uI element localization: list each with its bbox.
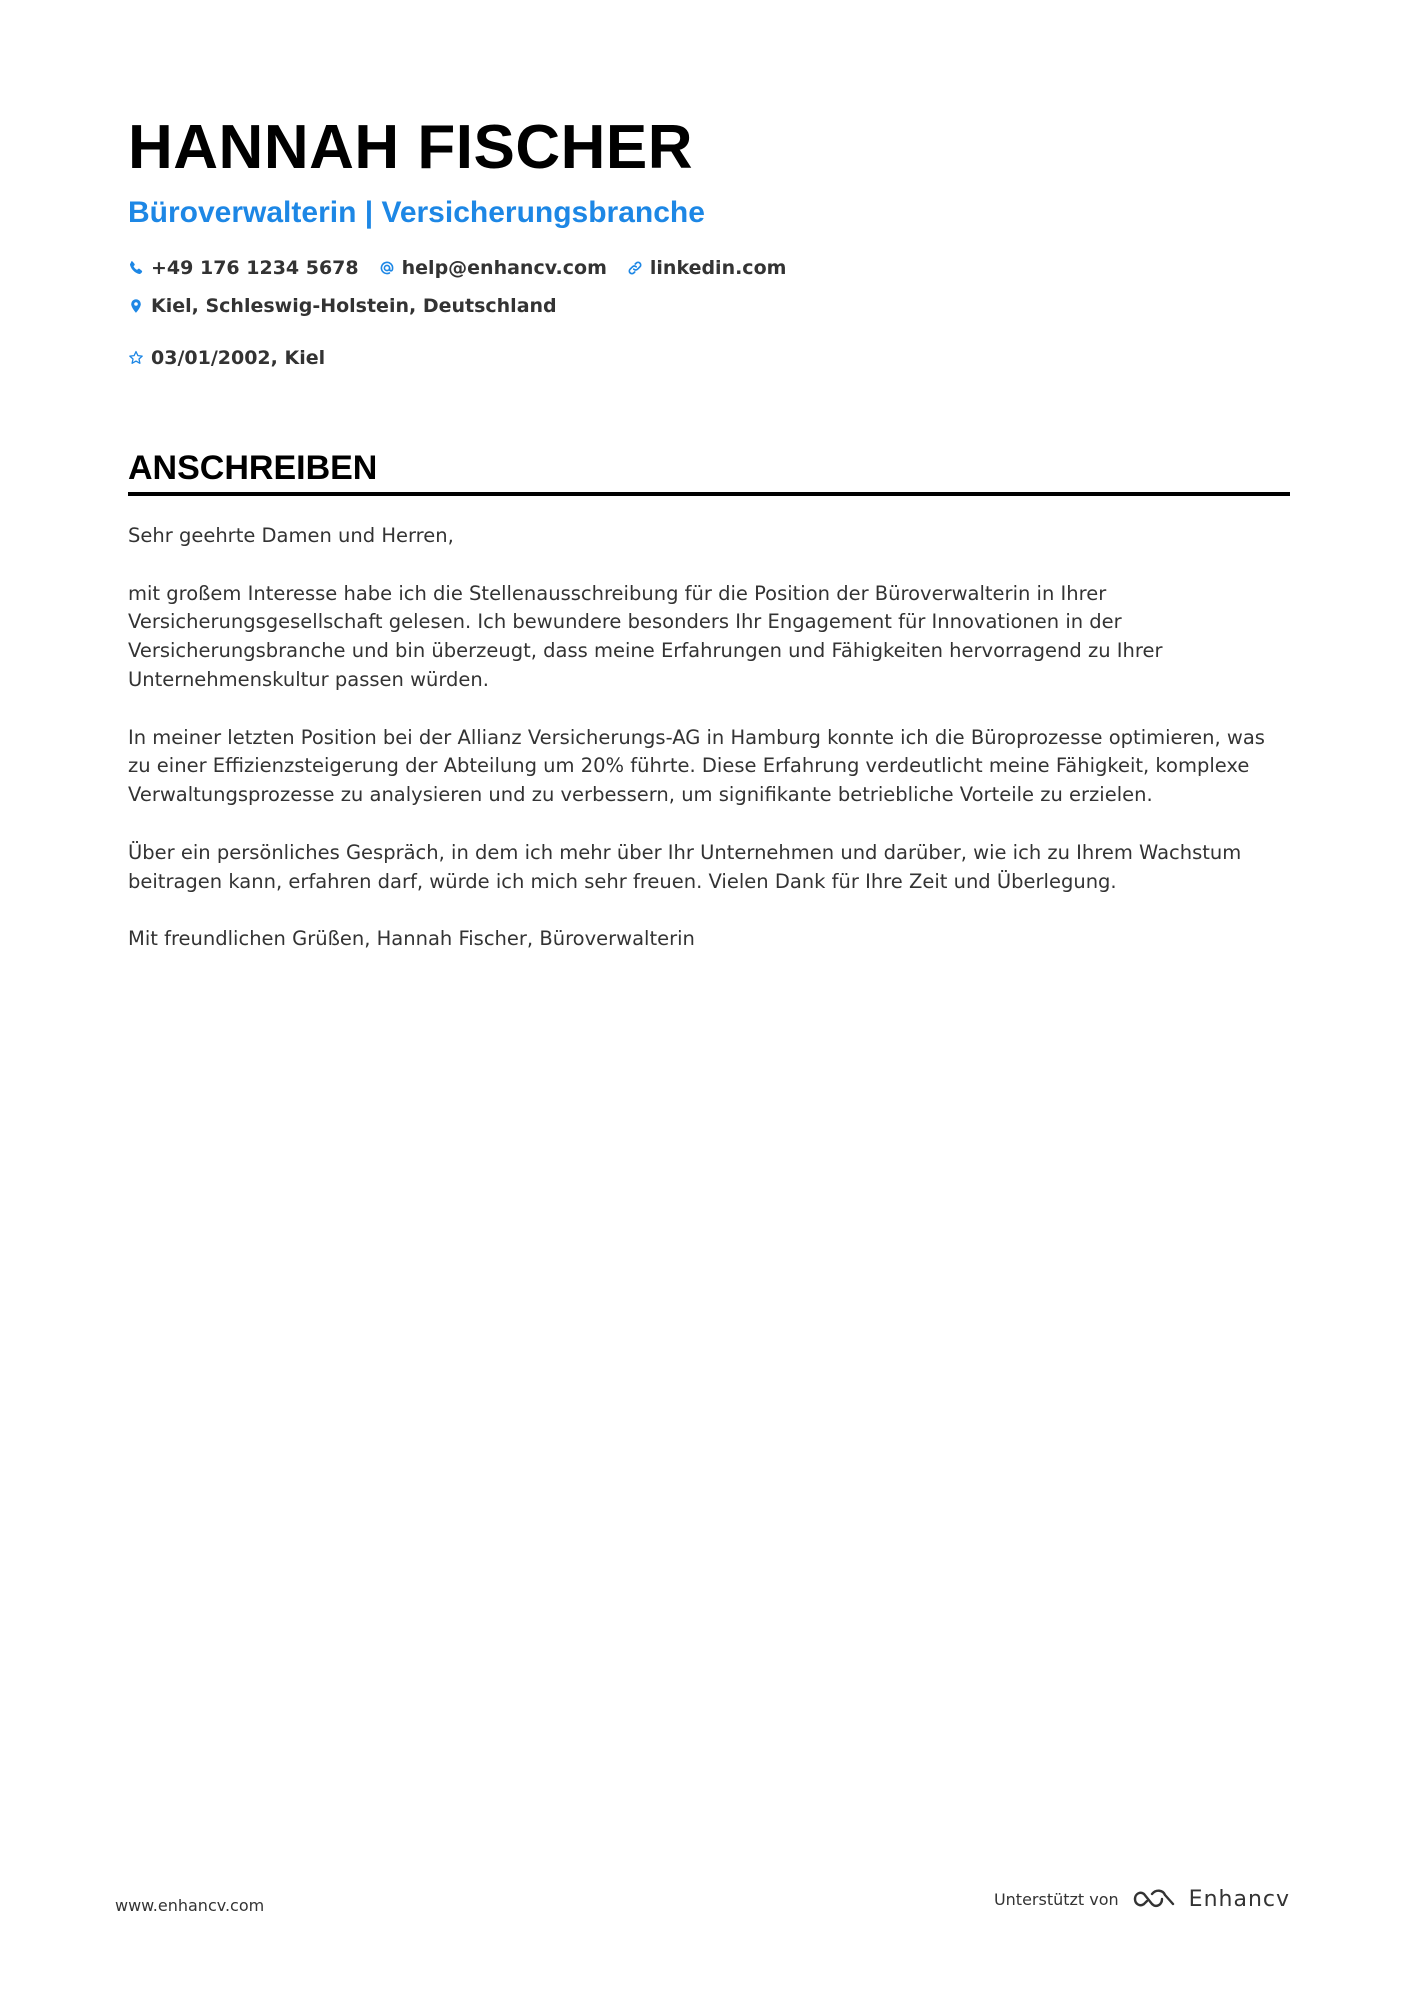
birth-text: 03/01/2002, Kiel	[151, 347, 326, 369]
linkedin-text[interactable]: linkedin.com	[649, 257, 787, 279]
brand-name: Enhancv	[1188, 1886, 1290, 1912]
phone-icon	[128, 260, 144, 276]
location-text: Kiel, Schleswig-Holstein, Deutschland	[151, 295, 557, 317]
powered-by-label: Unterstützt von	[993, 1889, 1119, 1909]
email-text[interactable]: help@enhancv.com	[401, 257, 607, 279]
enhancv-logo-icon	[1131, 1886, 1177, 1912]
star-icon	[128, 350, 144, 366]
letter-paragraph: mit großem Interesse habe ich die Stellenausschreibung für die Position der Büroverwalterin in Ihrer Versicherungsgesellschaft gelesen. Ich bewundere besonders Ihr Engagement für Innovationen in der Versicherungsbranche und bin überzeugt, dass meine Erfahrungen und Fähigkeiten hervorragend zu Ihrer Unternehmenskultur passen würden.	[128, 581, 1163, 691]
letter-paragraph: In meiner letzten Position bei der Allianz Versicherungs-AG in Hamburg konnte ich die Büroprozesse optimieren, was zu einer Effizienzsteigerung der Abteilung um 20% führte. Diese Erfahrung verdeutlicht meine Fähigkeit, komplexe Verwaltungsprozesse zu analysieren und zu verbessern, um signifikante betriebliche Vorteile zu erzielen.	[128, 725, 1265, 807]
contact-phone	[128, 256, 359, 280]
letter-body	[128, 522, 1290, 954]
letter-closing: Mit freundlichen Grüßen, Hannah Fischer, Büroverwalterin	[128, 927, 695, 951]
footer-branding[interactable]	[994, 1886, 1290, 1912]
contact-birth	[128, 346, 325, 370]
contact-list	[128, 256, 1228, 370]
contact-email[interactable]	[379, 256, 607, 280]
applicant-headline: Büroverwalterin | Versicherungsbranche	[128, 196, 705, 229]
phone-text: +49 176 1234 5678	[151, 257, 359, 279]
cover-letter-page	[128, 108, 1290, 983]
section-divider	[128, 492, 1290, 496]
at-icon	[379, 260, 395, 276]
footer-website[interactable]: www.enhancv.com	[115, 1896, 265, 1915]
contact-linkedin[interactable]	[627, 256, 787, 280]
section-title: ANSCHREIBEN	[128, 449, 378, 487]
link-icon	[627, 260, 643, 276]
letter-paragraph: Über ein persönliches Gespräch, in dem ich mehr über Ihr Unternehmen und darüber, wie ich zu Ihrem Wachstum beitragen kann, erfahren darf, würde ich mich sehr freuen. Vielen Dank für Ihre Zeit und Überlegung.	[128, 840, 1242, 893]
applicant-name: HANNAH FISCHER	[128, 113, 693, 182]
map-pin-icon	[128, 298, 144, 314]
contact-location	[128, 294, 557, 318]
letter-salutation: Sehr geehrte Damen und Herren,	[128, 524, 454, 547]
